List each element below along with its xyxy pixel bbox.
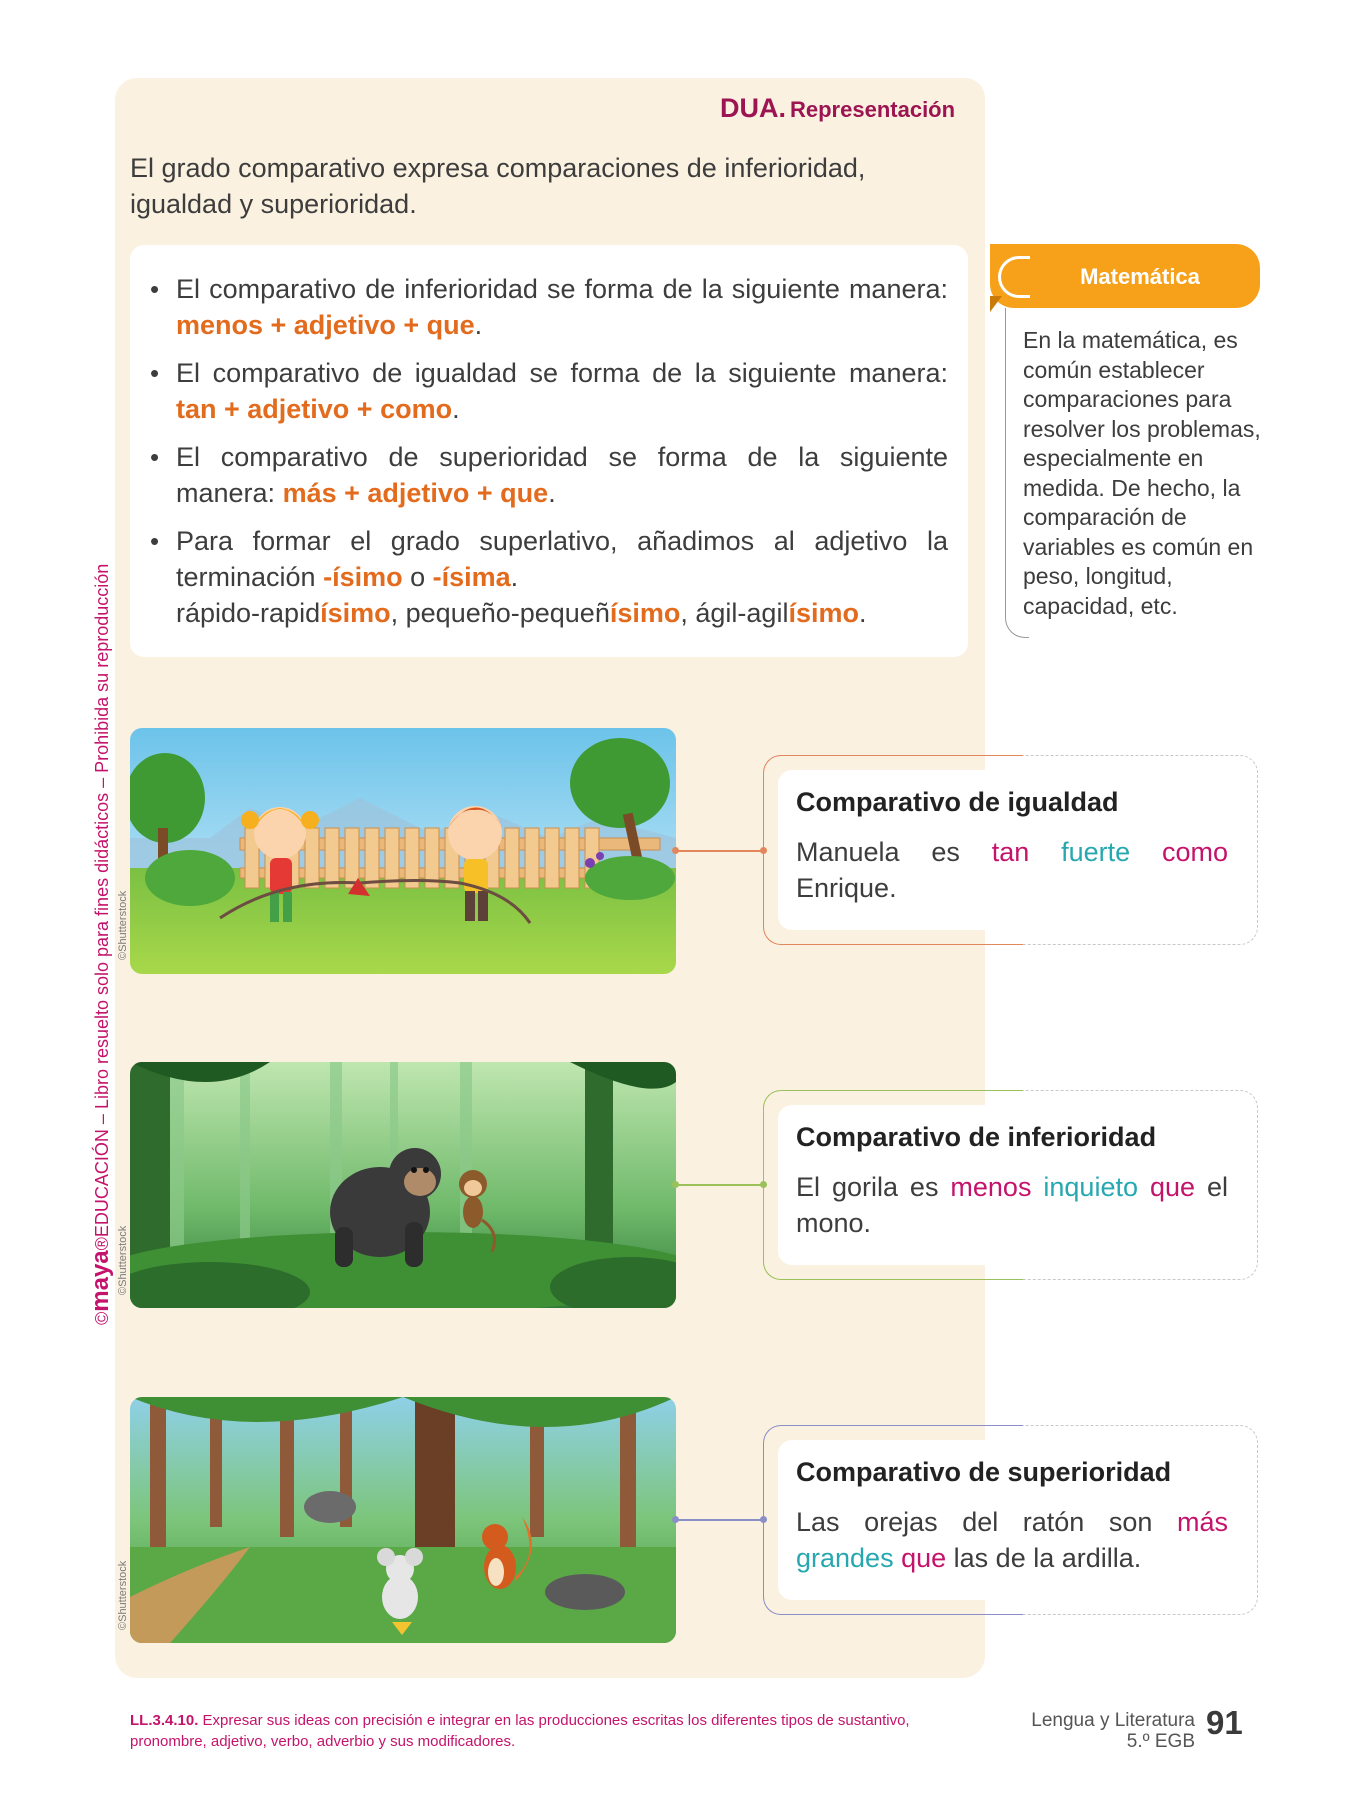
rule-end: . xyxy=(510,562,519,592)
skill-description: Expresar sus ideas con precisión e integrar en las producciones escritas los diferentes tipos de sustantivo, pronombre, adjetivo, verbo, adverbio y sus modificadores. xyxy=(130,1712,910,1750)
math-tab-fold xyxy=(990,296,1002,312)
sentence-part: Enrique. xyxy=(796,873,897,903)
rule-or: o xyxy=(402,562,433,592)
comparative-word: que xyxy=(901,1543,947,1573)
comparative-word: que xyxy=(1149,1172,1196,1202)
rule-formula: menos + adjetivo + que xyxy=(176,310,475,340)
example-base: pequeño-pequeñ xyxy=(405,598,610,628)
page-number: 91 xyxy=(1206,1704,1243,1741)
sentence-space xyxy=(1029,837,1061,867)
comparative-word: como xyxy=(1161,837,1228,867)
image-mouse-squirrel xyxy=(130,1397,676,1643)
example-title: Comparativo de igualdad xyxy=(796,787,1119,817)
example-end: . xyxy=(858,598,867,628)
sentence-part: Las orejas del ratón son xyxy=(796,1507,1177,1537)
comparative-word: menos xyxy=(950,1172,1032,1202)
math-note-text: En la matemática, es común establecer comparaciones para resolver los problemas, especialmente en medida. De hecho, la comparación de variables es común en peso, longitud, capacidad, etc. xyxy=(1023,327,1261,619)
rule-igualdad xyxy=(150,355,948,427)
copyright-symbol: © xyxy=(92,1311,112,1325)
example-sentence xyxy=(796,834,1228,906)
image-gorilla-monkey xyxy=(130,1062,676,1308)
image-credit: ©Shutterstock xyxy=(117,890,129,960)
rule-formula: tan + adjetivo + como xyxy=(176,394,453,424)
adjective-word: grandes xyxy=(796,1543,894,1573)
rule-end: . xyxy=(452,394,460,424)
footer-subject xyxy=(960,1710,1195,1752)
comparative-word: tan xyxy=(991,837,1030,867)
rule-text: El comparativo de igualdad se forma de la siguiente manera: xyxy=(176,358,948,388)
example-suffix: ísimo xyxy=(320,598,391,628)
subject-name: Lengua y Literatura xyxy=(1031,1710,1195,1731)
example-sep: , xyxy=(680,598,696,628)
kids-scene-illustration xyxy=(130,728,676,974)
image-credit: ©Shutterstock xyxy=(117,1560,129,1630)
example-base: ágil-agil xyxy=(695,598,789,628)
sentence-space xyxy=(1138,1172,1150,1202)
jungle-scene-illustration xyxy=(130,1062,676,1308)
sentence-part: Manuela es xyxy=(796,837,992,867)
dua-heading xyxy=(720,93,955,124)
bullet-icon: • xyxy=(150,274,160,304)
bullet-icon: • xyxy=(150,442,160,472)
example-title: Comparativo de superioridad xyxy=(796,1457,1172,1487)
dua-strong: DUA. xyxy=(720,93,786,123)
sentence-part: el mono. xyxy=(796,1172,1228,1238)
suffix-isimo: -ísimo xyxy=(323,562,403,592)
bullet-icon: • xyxy=(150,358,160,388)
skill-code: LL.3.4.10. xyxy=(130,1712,199,1729)
rule-superlativo xyxy=(150,523,948,631)
brand-logo: maya xyxy=(87,1250,114,1312)
sentence-part: El gorila es xyxy=(796,1172,951,1202)
math-title: Matemática xyxy=(1080,264,1200,289)
dua-rest: Representación xyxy=(790,97,956,122)
rule-text: Para formar el grado superlativo, añadimos al adjetivo la terminación xyxy=(176,526,948,592)
example-suffix: ísimo xyxy=(788,598,859,628)
connector-line-inferioridad xyxy=(676,1184,764,1186)
example-suffix: ísimo xyxy=(609,598,681,628)
example-title: Comparativo de inferioridad xyxy=(796,1122,1157,1152)
example-sentence xyxy=(796,1504,1228,1576)
rule-superioridad xyxy=(150,439,948,511)
sentence-space xyxy=(1031,1172,1043,1202)
rules-card xyxy=(130,245,968,657)
footer-skill xyxy=(130,1710,920,1752)
rule-end: . xyxy=(548,478,556,508)
bullet-icon: • xyxy=(150,526,160,556)
rule-end: . xyxy=(474,310,483,340)
rule-inferioridad xyxy=(150,271,948,343)
example-base: rápido-rapid xyxy=(176,598,321,628)
grade-level: 5.º EGB xyxy=(1126,1731,1195,1752)
rule-formula: más + adjetivo + que xyxy=(282,478,549,508)
comparative-word: más xyxy=(1176,1507,1228,1537)
image-credit: ©Shutterstock xyxy=(117,1225,129,1295)
forest-scene-illustration xyxy=(130,1397,676,1643)
rule-text: El comparativo de inferioridad se forma de la siguiente manera: xyxy=(176,274,948,304)
connector-line-superioridad xyxy=(676,1519,764,1521)
intro-paragraph: El grado comparativo expresa comparaciones de inferioridad, igualdad y superioridad. xyxy=(130,153,866,219)
adjective-word: inquieto xyxy=(1043,1172,1138,1202)
copyright-text: EDUCACIÓN – Libro resuelto solo para fines didácticos – Prohibida su reproducción xyxy=(92,563,112,1238)
sentence-space xyxy=(1130,837,1162,867)
example-sep: , xyxy=(390,598,406,628)
connector-line-igualdad xyxy=(676,850,764,852)
image-kids-tug-of-war xyxy=(130,728,676,974)
suffix-isima: -ísima xyxy=(432,562,511,592)
copyright-notice xyxy=(87,564,115,1325)
registered-mark: ® xyxy=(92,1237,112,1251)
sentence-space xyxy=(894,1543,902,1573)
sentence-part: las de la ardilla. xyxy=(946,1543,1142,1573)
adjective-word: fuerte xyxy=(1061,837,1131,867)
example-sentence xyxy=(796,1169,1228,1241)
rule-text: El comparativo de superioridad se forma de la siguiente manera: xyxy=(176,442,948,508)
